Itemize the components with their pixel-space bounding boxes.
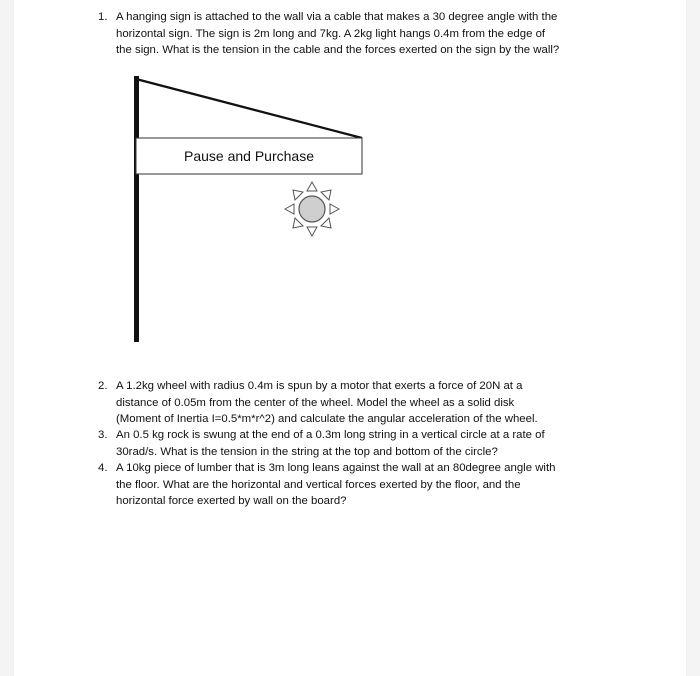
question-number: 2. bbox=[98, 380, 108, 392]
question-number: 1. bbox=[98, 11, 108, 23]
question-line: the sign. What is the tension in the cable and the forces exerted on the sign by the wall? bbox=[116, 44, 560, 56]
question-line: distance of 0.05m from the center of the wheel. Model the wheel as a solid disk bbox=[116, 396, 515, 409]
sun-light-icon bbox=[285, 182, 339, 236]
question-text bbox=[116, 460, 555, 510]
sign-label: Pause and Purchase bbox=[184, 148, 314, 164]
question-text bbox=[116, 427, 545, 460]
question-line: (Moment of Inertia I=0.5*m*r^2) and calculate the angular acceleration of the wheel. bbox=[116, 413, 538, 425]
question-line: horizontal force exerted by wall on the board? bbox=[116, 495, 347, 507]
question-line: A 10kg piece of lumber that is 3m long leans against the wall at an 80degree angle with bbox=[116, 462, 556, 474]
question-line: A 1.2kg wheel with radius 0.4m is spun by a motor that exerts a force of 20N at a bbox=[116, 380, 523, 392]
question-number: 3. bbox=[98, 429, 108, 441]
support-cable bbox=[136, 79, 362, 138]
question-line: A hanging sign is attached to the wall via a cable that makes a 30 degree angle with the bbox=[116, 11, 558, 23]
question-line: An 0.5 kg rock is swung at the end of a 0.3m long string in a vertical circle at a rate of bbox=[116, 429, 545, 441]
wall-pole bbox=[134, 76, 139, 342]
question-line: 30rad/s. What is the tension in the string at the top and bottom of the circle? bbox=[116, 445, 498, 458]
question-line: the floor. What are the horizontal and vertical forces exerted by the floor, and the bbox=[116, 478, 521, 491]
question-text bbox=[116, 378, 538, 428]
question-line: horizontal sign. The sign is 2m long and 7kg. A 2kg light hangs 0.4m from the edge of bbox=[116, 27, 546, 40]
question-number: 4. bbox=[98, 462, 108, 474]
